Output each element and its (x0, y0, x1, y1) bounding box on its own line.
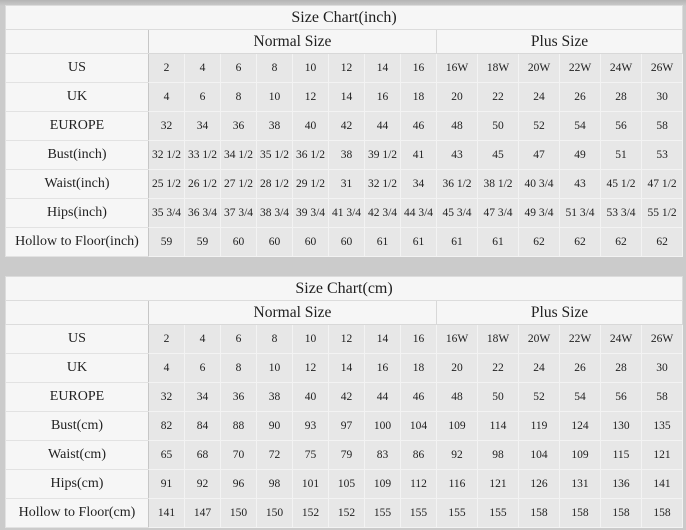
size-value-cell: 4 (185, 54, 221, 83)
size-value-cell: 2 (149, 54, 185, 83)
size-value-cell: 155 (478, 499, 519, 528)
size-value-cell: 135 (642, 412, 683, 441)
size-value-cell: 104 (401, 412, 437, 441)
size-value-cell: 98 (257, 470, 293, 499)
size-value-cell: 65 (149, 441, 185, 470)
size-value-cell: 39 1/2 (365, 141, 401, 170)
size-value-cell: 48 (437, 112, 478, 141)
size-value-cell: 28 1/2 (257, 170, 293, 199)
size-value-cell: 53 3/4 (601, 199, 642, 228)
size-value-cell: 32 1/2 (365, 170, 401, 199)
row-label: Hips(inch) (6, 199, 149, 228)
size-value-cell: 53 (642, 141, 683, 170)
size-value-cell: 8 (257, 325, 293, 354)
size-value-cell: 61 (365, 228, 401, 257)
size-value-cell: 34 1/2 (221, 141, 257, 170)
size-value-cell: 100 (365, 412, 401, 441)
size-value-cell: 28 (601, 354, 642, 383)
size-value-cell: 10 (257, 83, 293, 112)
group-header-plus-size: Plus Size (437, 301, 683, 325)
size-value-cell: 104 (519, 441, 560, 470)
group-header-normal-size: Normal Size (149, 301, 437, 325)
size-value-cell: 86 (401, 441, 437, 470)
table-gap (5, 257, 681, 276)
size-value-cell: 98 (478, 441, 519, 470)
size-value-cell: 8 (257, 54, 293, 83)
size-row (6, 441, 683, 470)
size-value-cell: 59 (149, 228, 185, 257)
size-value-cell: 155 (437, 499, 478, 528)
size-value-cell: 24 (519, 354, 560, 383)
size-value-cell: 37 3/4 (221, 199, 257, 228)
size-value-cell: 34 (185, 112, 221, 141)
size-value-cell: 14 (329, 83, 365, 112)
row-label: Hips(cm) (6, 470, 149, 499)
table-title-cm: Size Chart(cm) (6, 277, 683, 301)
size-value-cell: 16 (401, 54, 437, 83)
size-value-cell: 61 (478, 228, 519, 257)
size-value-cell: 18 (401, 83, 437, 112)
size-value-cell: 34 (401, 170, 437, 199)
row-label: Bust(inch) (6, 141, 149, 170)
size-row (6, 54, 683, 83)
size-value-cell: 29 1/2 (293, 170, 329, 199)
size-value-cell: 46 (401, 383, 437, 412)
size-value-cell: 27 1/2 (221, 170, 257, 199)
size-value-cell: 119 (519, 412, 560, 441)
size-value-cell: 42 3/4 (365, 199, 401, 228)
size-value-cell: 18 (401, 354, 437, 383)
row-label: Waist(inch) (6, 170, 149, 199)
row-label: Hollow to Floor(cm) (6, 499, 149, 528)
size-value-cell: 101 (293, 470, 329, 499)
size-value-cell: 121 (642, 441, 683, 470)
size-value-cell: 155 (365, 499, 401, 528)
size-value-cell: 14 (365, 54, 401, 83)
size-value-cell: 62 (642, 228, 683, 257)
size-value-cell: 26W (642, 325, 683, 354)
row-label: EUROPE (6, 112, 149, 141)
size-value-cell: 158 (560, 499, 601, 528)
size-value-cell: 20W (519, 325, 560, 354)
table-title-inch: Size Chart(inch) (6, 6, 683, 30)
group-header-row (6, 30, 683, 54)
size-value-cell: 33 1/2 (185, 141, 221, 170)
size-row (6, 412, 683, 441)
size-value-cell: 32 (149, 383, 185, 412)
size-value-cell: 22W (560, 325, 601, 354)
size-row (6, 354, 683, 383)
size-value-cell: 35 3/4 (149, 199, 185, 228)
size-value-cell: 109 (437, 412, 478, 441)
size-value-cell: 45 (478, 141, 519, 170)
size-value-cell: 47 3/4 (478, 199, 519, 228)
size-value-cell: 60 (329, 228, 365, 257)
size-value-cell: 158 (642, 499, 683, 528)
size-value-cell: 38 (329, 141, 365, 170)
size-value-cell: 30 (642, 83, 683, 112)
size-value-cell: 150 (257, 499, 293, 528)
size-value-cell: 16 (365, 83, 401, 112)
size-value-cell: 44 (365, 383, 401, 412)
size-value-cell: 56 (601, 112, 642, 141)
size-value-cell: 44 3/4 (401, 199, 437, 228)
size-value-cell: 54 (560, 383, 601, 412)
size-value-cell: 47 (519, 141, 560, 170)
group-header-row (6, 301, 683, 325)
size-value-cell: 28 (601, 83, 642, 112)
corner-cell (6, 30, 149, 54)
size-value-cell: 16W (437, 54, 478, 83)
size-value-cell: 18W (478, 325, 519, 354)
size-value-cell: 141 (642, 470, 683, 499)
size-value-cell: 105 (329, 470, 365, 499)
size-value-cell: 152 (293, 499, 329, 528)
size-value-cell: 12 (293, 354, 329, 383)
size-value-cell: 36 3/4 (185, 199, 221, 228)
size-rows-cm (6, 325, 683, 528)
size-value-cell: 136 (601, 470, 642, 499)
size-value-cell: 52 (519, 112, 560, 141)
size-value-cell: 40 3/4 (519, 170, 560, 199)
size-value-cell: 59 (185, 228, 221, 257)
size-value-cell: 43 (437, 141, 478, 170)
size-value-cell: 24 (519, 83, 560, 112)
size-value-cell: 14 (329, 354, 365, 383)
size-value-cell: 32 1/2 (149, 141, 185, 170)
title-row (6, 277, 683, 301)
size-value-cell: 40 (293, 383, 329, 412)
corner-cell (6, 301, 149, 325)
size-value-cell: 49 3/4 (519, 199, 560, 228)
size-value-cell: 84 (185, 412, 221, 441)
size-value-cell: 158 (519, 499, 560, 528)
size-value-cell: 42 (329, 112, 365, 141)
size-value-cell: 112 (401, 470, 437, 499)
size-value-cell: 4 (185, 325, 221, 354)
size-value-cell: 41 (401, 141, 437, 170)
size-value-cell: 97 (329, 412, 365, 441)
size-value-cell: 39 3/4 (293, 199, 329, 228)
size-value-cell: 124 (560, 412, 601, 441)
size-value-cell: 114 (478, 412, 519, 441)
size-value-cell: 6 (221, 54, 257, 83)
size-value-cell: 116 (437, 470, 478, 499)
size-value-cell: 49 (560, 141, 601, 170)
size-value-cell: 48 (437, 383, 478, 412)
size-value-cell: 50 (478, 112, 519, 141)
size-value-cell: 10 (293, 325, 329, 354)
size-value-cell: 60 (257, 228, 293, 257)
group-header-plus-size: Plus Size (437, 30, 683, 54)
size-value-cell: 38 3/4 (257, 199, 293, 228)
size-row (6, 383, 683, 412)
row-label: Bust(cm) (6, 412, 149, 441)
size-value-cell: 10 (293, 54, 329, 83)
size-value-cell: 79 (329, 441, 365, 470)
size-value-cell: 60 (221, 228, 257, 257)
size-value-cell: 126 (519, 470, 560, 499)
size-value-cell: 16 (401, 325, 437, 354)
size-value-cell: 90 (257, 412, 293, 441)
size-value-cell: 4 (149, 83, 185, 112)
size-value-cell: 56 (601, 383, 642, 412)
size-row (6, 470, 683, 499)
size-value-cell: 6 (185, 354, 221, 383)
size-value-cell: 20 (437, 354, 478, 383)
size-value-cell: 47 1/2 (642, 170, 683, 199)
size-value-cell: 8 (221, 354, 257, 383)
size-value-cell: 18W (478, 54, 519, 83)
size-value-cell: 51 (601, 141, 642, 170)
size-value-cell: 62 (560, 228, 601, 257)
size-value-cell: 24W (601, 325, 642, 354)
size-value-cell: 92 (437, 441, 478, 470)
size-value-cell: 26 (560, 354, 601, 383)
size-rows-inch (6, 54, 683, 257)
size-row (6, 141, 683, 170)
size-value-cell: 46 (401, 112, 437, 141)
size-row (6, 112, 683, 141)
row-label: Hollow to Floor(inch) (6, 228, 149, 257)
size-row (6, 499, 683, 528)
size-value-cell: 25 1/2 (149, 170, 185, 199)
size-value-cell: 6 (221, 325, 257, 354)
size-value-cell: 91 (149, 470, 185, 499)
size-value-cell: 62 (601, 228, 642, 257)
size-value-cell: 41 3/4 (329, 199, 365, 228)
size-value-cell: 12 (329, 325, 365, 354)
size-value-cell: 75 (293, 441, 329, 470)
size-value-cell: 109 (365, 470, 401, 499)
size-value-cell: 16W (437, 325, 478, 354)
size-value-cell: 83 (365, 441, 401, 470)
size-value-cell: 26W (642, 54, 683, 83)
size-value-cell: 155 (401, 499, 437, 528)
title-row (6, 6, 683, 30)
row-label: EUROPE (6, 383, 149, 412)
size-row (6, 325, 683, 354)
row-label: UK (6, 354, 149, 383)
size-row (6, 199, 683, 228)
size-value-cell: 115 (601, 441, 642, 470)
size-value-cell: 55 1/2 (642, 199, 683, 228)
size-row (6, 170, 683, 199)
size-value-cell: 51 3/4 (560, 199, 601, 228)
size-value-cell: 52 (519, 383, 560, 412)
size-value-cell: 8 (221, 83, 257, 112)
size-value-cell: 2 (149, 325, 185, 354)
size-value-cell: 38 1/2 (478, 170, 519, 199)
size-value-cell: 26 1/2 (185, 170, 221, 199)
size-value-cell: 42 (329, 383, 365, 412)
size-value-cell: 26 (560, 83, 601, 112)
size-row (6, 228, 683, 257)
size-value-cell: 36 1/2 (293, 141, 329, 170)
size-value-cell: 35 1/2 (257, 141, 293, 170)
size-value-cell: 58 (642, 112, 683, 141)
size-value-cell: 68 (185, 441, 221, 470)
size-value-cell: 96 (221, 470, 257, 499)
size-value-cell: 141 (149, 499, 185, 528)
size-value-cell: 20 (437, 83, 478, 112)
size-value-cell: 38 (257, 112, 293, 141)
size-value-cell: 92 (185, 470, 221, 499)
size-value-cell: 44 (365, 112, 401, 141)
size-value-cell: 61 (401, 228, 437, 257)
size-value-cell: 152 (329, 499, 365, 528)
size-value-cell: 54 (560, 112, 601, 141)
size-value-cell: 121 (478, 470, 519, 499)
size-value-cell: 150 (221, 499, 257, 528)
row-label: US (6, 325, 149, 354)
size-value-cell: 82 (149, 412, 185, 441)
row-label: UK (6, 83, 149, 112)
size-value-cell: 38 (257, 383, 293, 412)
size-value-cell: 22W (560, 54, 601, 83)
size-value-cell: 58 (642, 383, 683, 412)
size-value-cell: 31 (329, 170, 365, 199)
size-value-cell: 6 (185, 83, 221, 112)
size-value-cell: 109 (560, 441, 601, 470)
size-chart-inch-table (5, 5, 683, 257)
row-label: Waist(cm) (6, 441, 149, 470)
size-value-cell: 72 (257, 441, 293, 470)
size-value-cell: 62 (519, 228, 560, 257)
size-value-cell: 130 (601, 412, 642, 441)
size-value-cell: 32 (149, 112, 185, 141)
size-value-cell: 12 (329, 54, 365, 83)
size-value-cell: 10 (257, 354, 293, 383)
size-value-cell: 158 (601, 499, 642, 528)
size-value-cell: 50 (478, 383, 519, 412)
group-header-normal-size: Normal Size (149, 30, 437, 54)
size-value-cell: 131 (560, 470, 601, 499)
size-value-cell: 12 (293, 83, 329, 112)
size-value-cell: 22 (478, 354, 519, 383)
size-value-cell: 70 (221, 441, 257, 470)
size-value-cell: 34 (185, 383, 221, 412)
size-chart-cm-table (5, 276, 683, 528)
size-value-cell: 36 (221, 383, 257, 412)
size-value-cell: 40 (293, 112, 329, 141)
size-value-cell: 43 (560, 170, 601, 199)
size-row (6, 83, 683, 112)
size-value-cell: 61 (437, 228, 478, 257)
size-value-cell: 45 1/2 (601, 170, 642, 199)
size-value-cell: 93 (293, 412, 329, 441)
row-label: US (6, 54, 149, 83)
size-value-cell: 147 (185, 499, 221, 528)
size-value-cell: 22 (478, 83, 519, 112)
size-value-cell: 36 1/2 (437, 170, 478, 199)
size-value-cell: 30 (642, 354, 683, 383)
size-value-cell: 60 (293, 228, 329, 257)
size-value-cell: 4 (149, 354, 185, 383)
size-value-cell: 14 (365, 325, 401, 354)
size-value-cell: 88 (221, 412, 257, 441)
size-value-cell: 45 3/4 (437, 199, 478, 228)
size-value-cell: 20W (519, 54, 560, 83)
size-value-cell: 24W (601, 54, 642, 83)
size-value-cell: 16 (365, 354, 401, 383)
size-value-cell: 36 (221, 112, 257, 141)
